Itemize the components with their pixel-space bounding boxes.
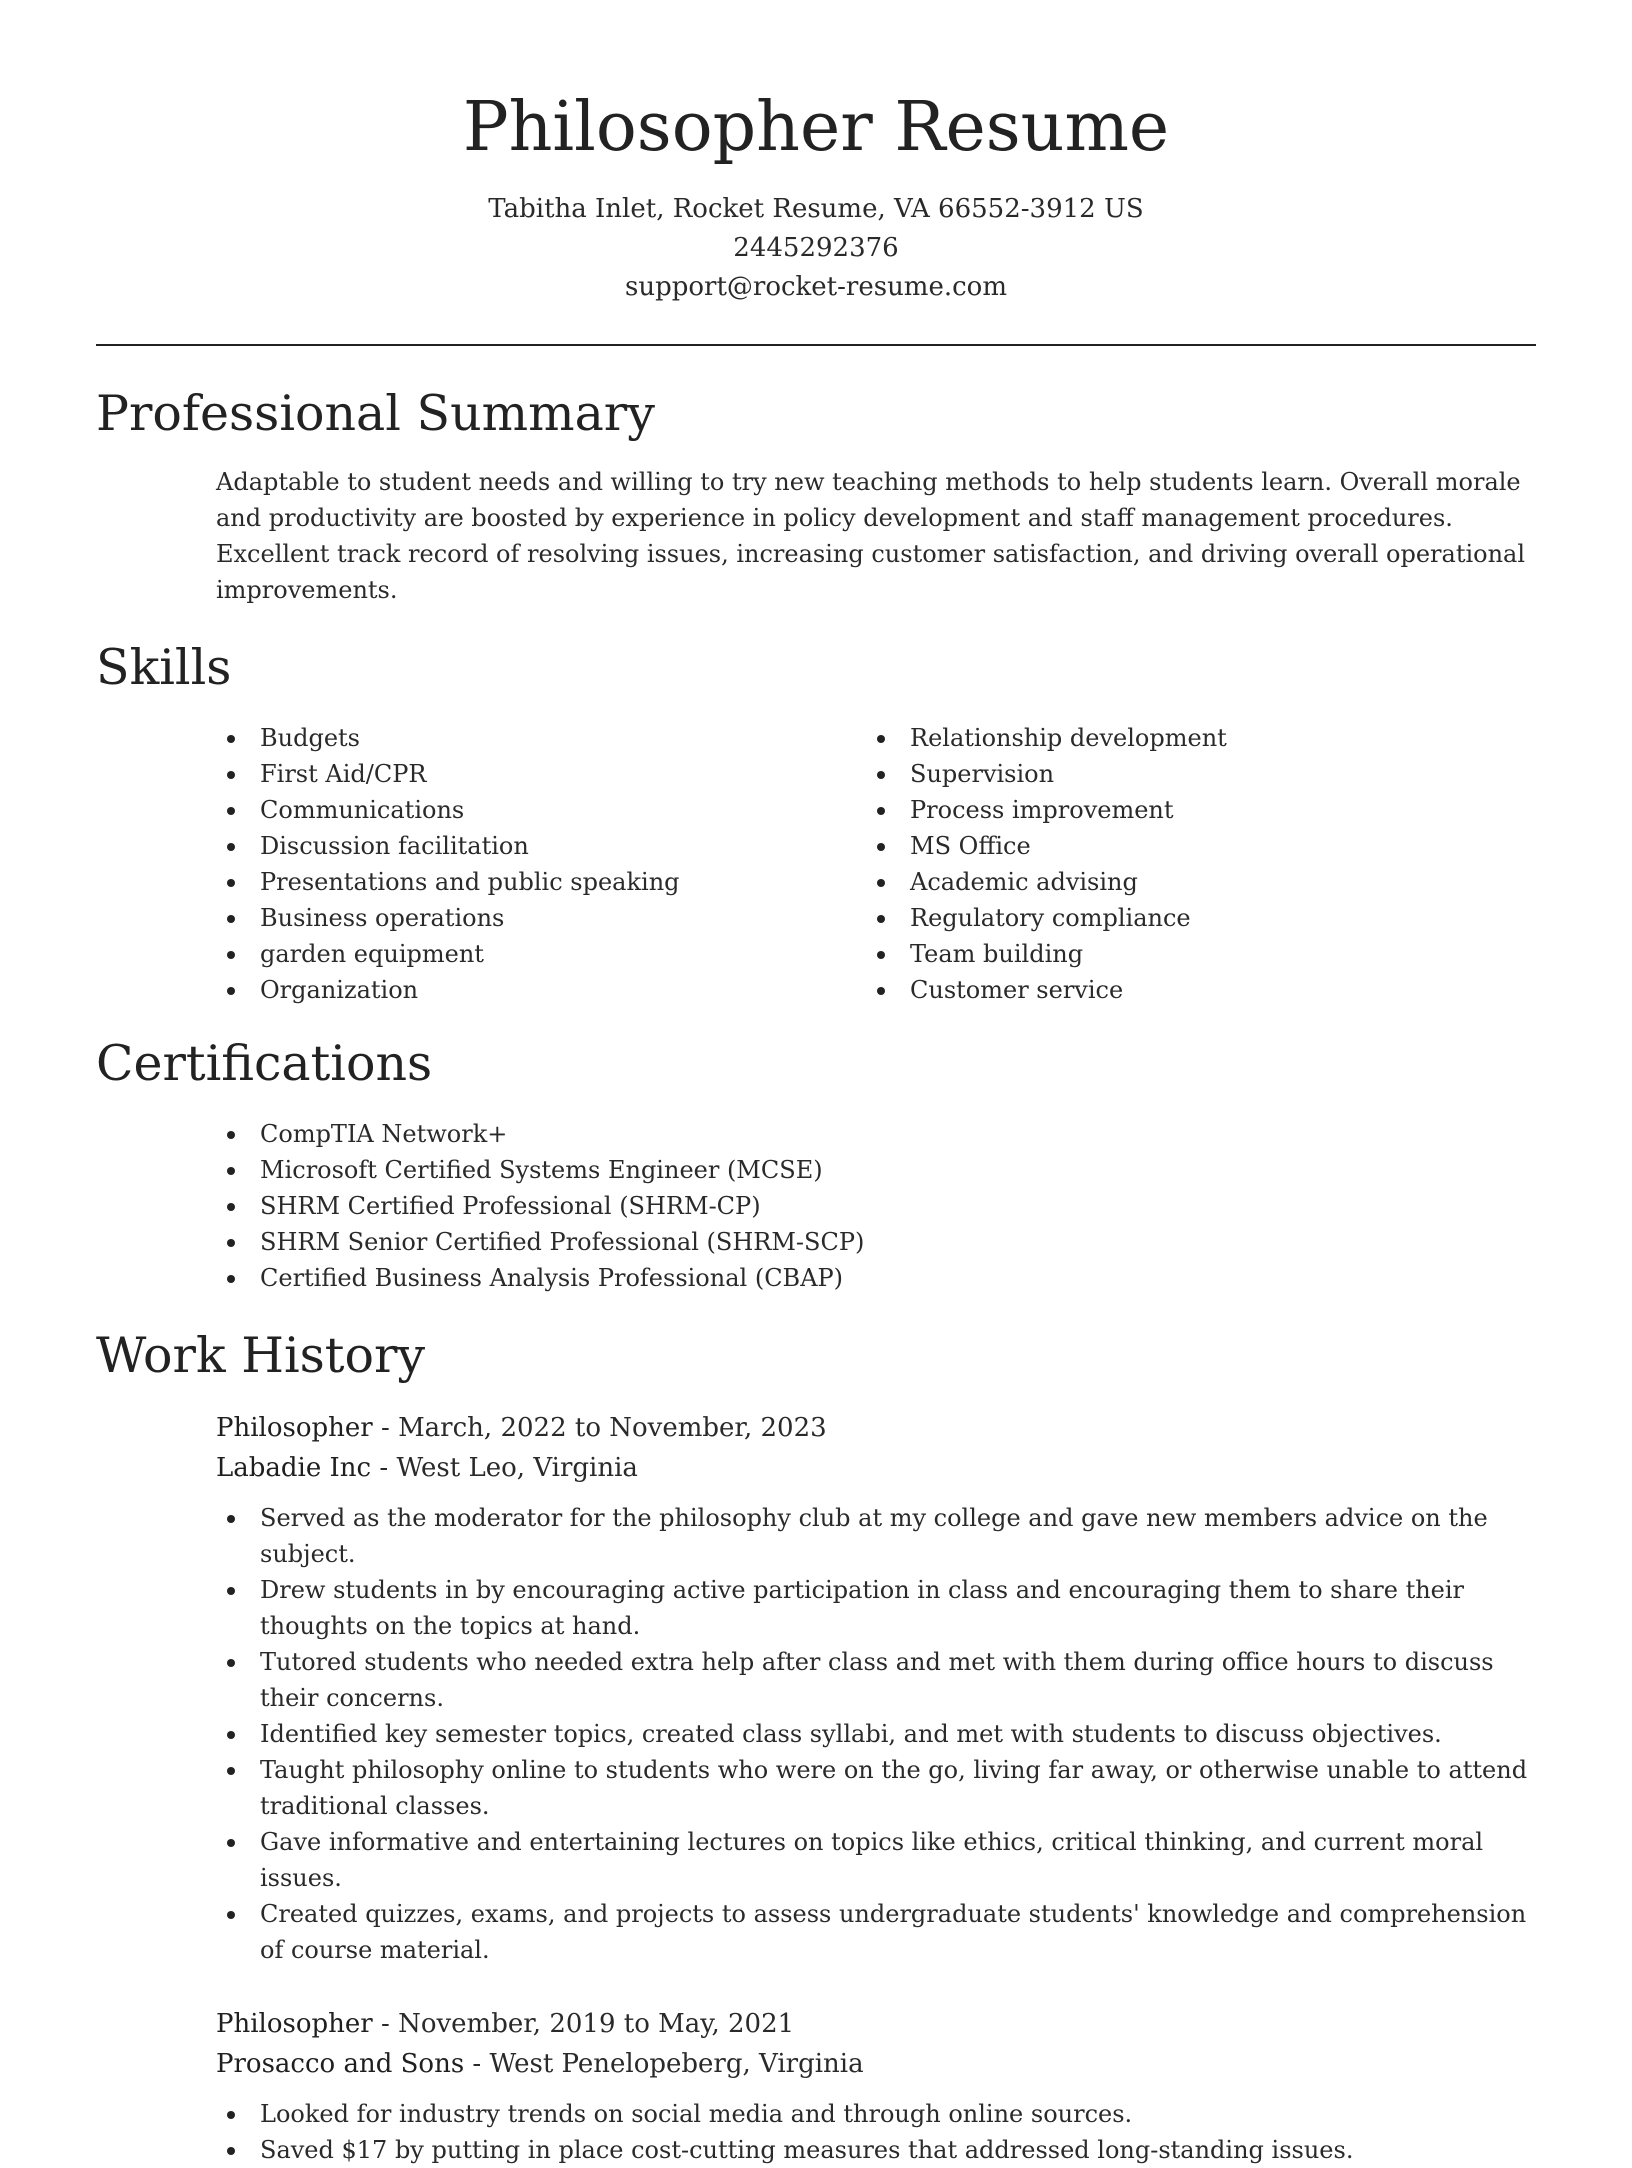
job-duty: Identified key semester topics, created class syllabi, and met with students to discuss objectives. [216, 1716, 1536, 1752]
skill-item: Communications [216, 792, 866, 828]
skills-section [96, 638, 1536, 1008]
resume-title: Philosopher Resume [462, 88, 1170, 167]
job-title-line: Philosopher - March, 2022 to November, 2023 [216, 1413, 827, 1443]
work-history-heading: Work History [96, 1327, 426, 1384]
skill-item: Relationship development [866, 720, 1516, 756]
job-duty: Saved $17 by putting in place cost-cutting measures that addressed long-standing issues. [216, 2132, 1536, 2168]
certifications-heading: Certifications [96, 1035, 433, 1092]
certification-item: SHRM Certified Professional (SHRM-CP) [216, 1188, 1536, 1224]
job-duty: Looked for industry trends on social media and through online sources. [216, 2096, 1536, 2132]
skills-heading: Skills [96, 639, 232, 696]
certifications-list [96, 1116, 1536, 1296]
skill-item: Regulatory compliance [866, 900, 1516, 936]
skill-item: Budgets [216, 720, 866, 756]
skill-item: Process improvement [866, 792, 1516, 828]
resume-header [96, 0, 1536, 307]
job-duty: Gave informative and entertaining lectures on topics like ethics, critical thinking, and current moral issues. [216, 1824, 1536, 1896]
skill-item: Team building [866, 936, 1516, 972]
job-duty: Drew students in by encouraging active participation in class and encouraging them to share their thoughts on the topics at hand. [216, 1572, 1536, 1644]
certification-item: SHRM Senior Certified Professional (SHRM-SCP) [216, 1224, 1536, 1260]
job-duty: Served as the moderator for the philosophy club at my college and gave new members advice on the subject. [216, 1500, 1536, 1572]
certifications-section [96, 1034, 1536, 1296]
job-company: Prosacco and Sons [216, 2049, 465, 2079]
skill-item: Presentations and public speaking [216, 864, 866, 900]
summary-section [96, 384, 1536, 608]
job-company: Labadie Inc [216, 1453, 372, 1483]
summary-heading: Professional Summary [96, 385, 655, 442]
job-title-line: Philosopher - November, 2019 to May, 2021 [216, 2009, 795, 2039]
skills-list-left [216, 720, 866, 1008]
skill-item: Discussion facilitation [216, 828, 866, 864]
skill-item: Business operations [216, 900, 866, 936]
skill-item: First Aid/CPR [216, 756, 866, 792]
summary-text: Adaptable to student needs and willing to try new teaching methods to help students learn. Overall morale and productivity are boosted by experience in policy development and staff management procedures. Excellent track record of resolving issues, increasing customer satisfaction, and driving overall operational improvements. [216, 468, 1526, 604]
work-history-section [96, 1326, 1536, 2168]
contact-address: Tabitha Inlet, Rocket Resume, VA 66552-3912 US [488, 194, 1144, 224]
job-location: West Penelopeberg, Virginia [489, 2049, 864, 2079]
job-dates: November, 2019 to May, 2021 [398, 2009, 795, 2039]
job-role: Philosopher [216, 2009, 373, 2039]
job-entry [96, 1408, 1536, 1968]
job-location: West Leo, Virginia [396, 1453, 638, 1483]
skills-list-right [866, 720, 1516, 1008]
contact-phone: 2445292376 [733, 233, 899, 263]
skill-item: Customer service [866, 972, 1516, 1008]
skill-item: Supervision [866, 756, 1516, 792]
certification-item: CompTIA Network+ [216, 1116, 1536, 1152]
certification-item: Microsoft Certified Systems Engineer (MCSE) [216, 1152, 1536, 1188]
skill-item: Organization [216, 972, 866, 1008]
job-dates: March, 2022 to November, 2023 [398, 1413, 827, 1443]
skill-item: MS Office [866, 828, 1516, 864]
contact-email: support@rocket-resume.com [624, 272, 1007, 302]
job-duties-list [216, 1500, 1536, 1968]
skills-columns [96, 720, 1536, 1008]
header-divider [96, 344, 1536, 346]
job-duty: Tutored students who needed extra help after class and met with them during office hours to discuss their concerns. [216, 1644, 1536, 1716]
resume-page [96, 0, 1536, 2168]
job-company-line: Prosacco and Sons - West Penelopeberg, Virginia [216, 2049, 864, 2079]
certification-item: Certified Business Analysis Professional (CBAP) [216, 1260, 1536, 1296]
skill-item: Academic advising [866, 864, 1516, 900]
job-role: Philosopher [216, 1413, 373, 1443]
skill-item: garden equipment [216, 936, 866, 972]
job-entry [96, 2004, 1536, 2168]
job-duties-list [216, 2096, 1536, 2168]
job-duty: Taught philosophy online to students who were on the go, living far away, or otherwise unable to attend traditional classes. [216, 1752, 1536, 1824]
job-company-line: Labadie Inc - West Leo, Virginia [216, 1453, 638, 1483]
job-duty: Created quizzes, exams, and projects to assess undergraduate students' knowledge and comprehension of course material. [216, 1896, 1536, 1968]
